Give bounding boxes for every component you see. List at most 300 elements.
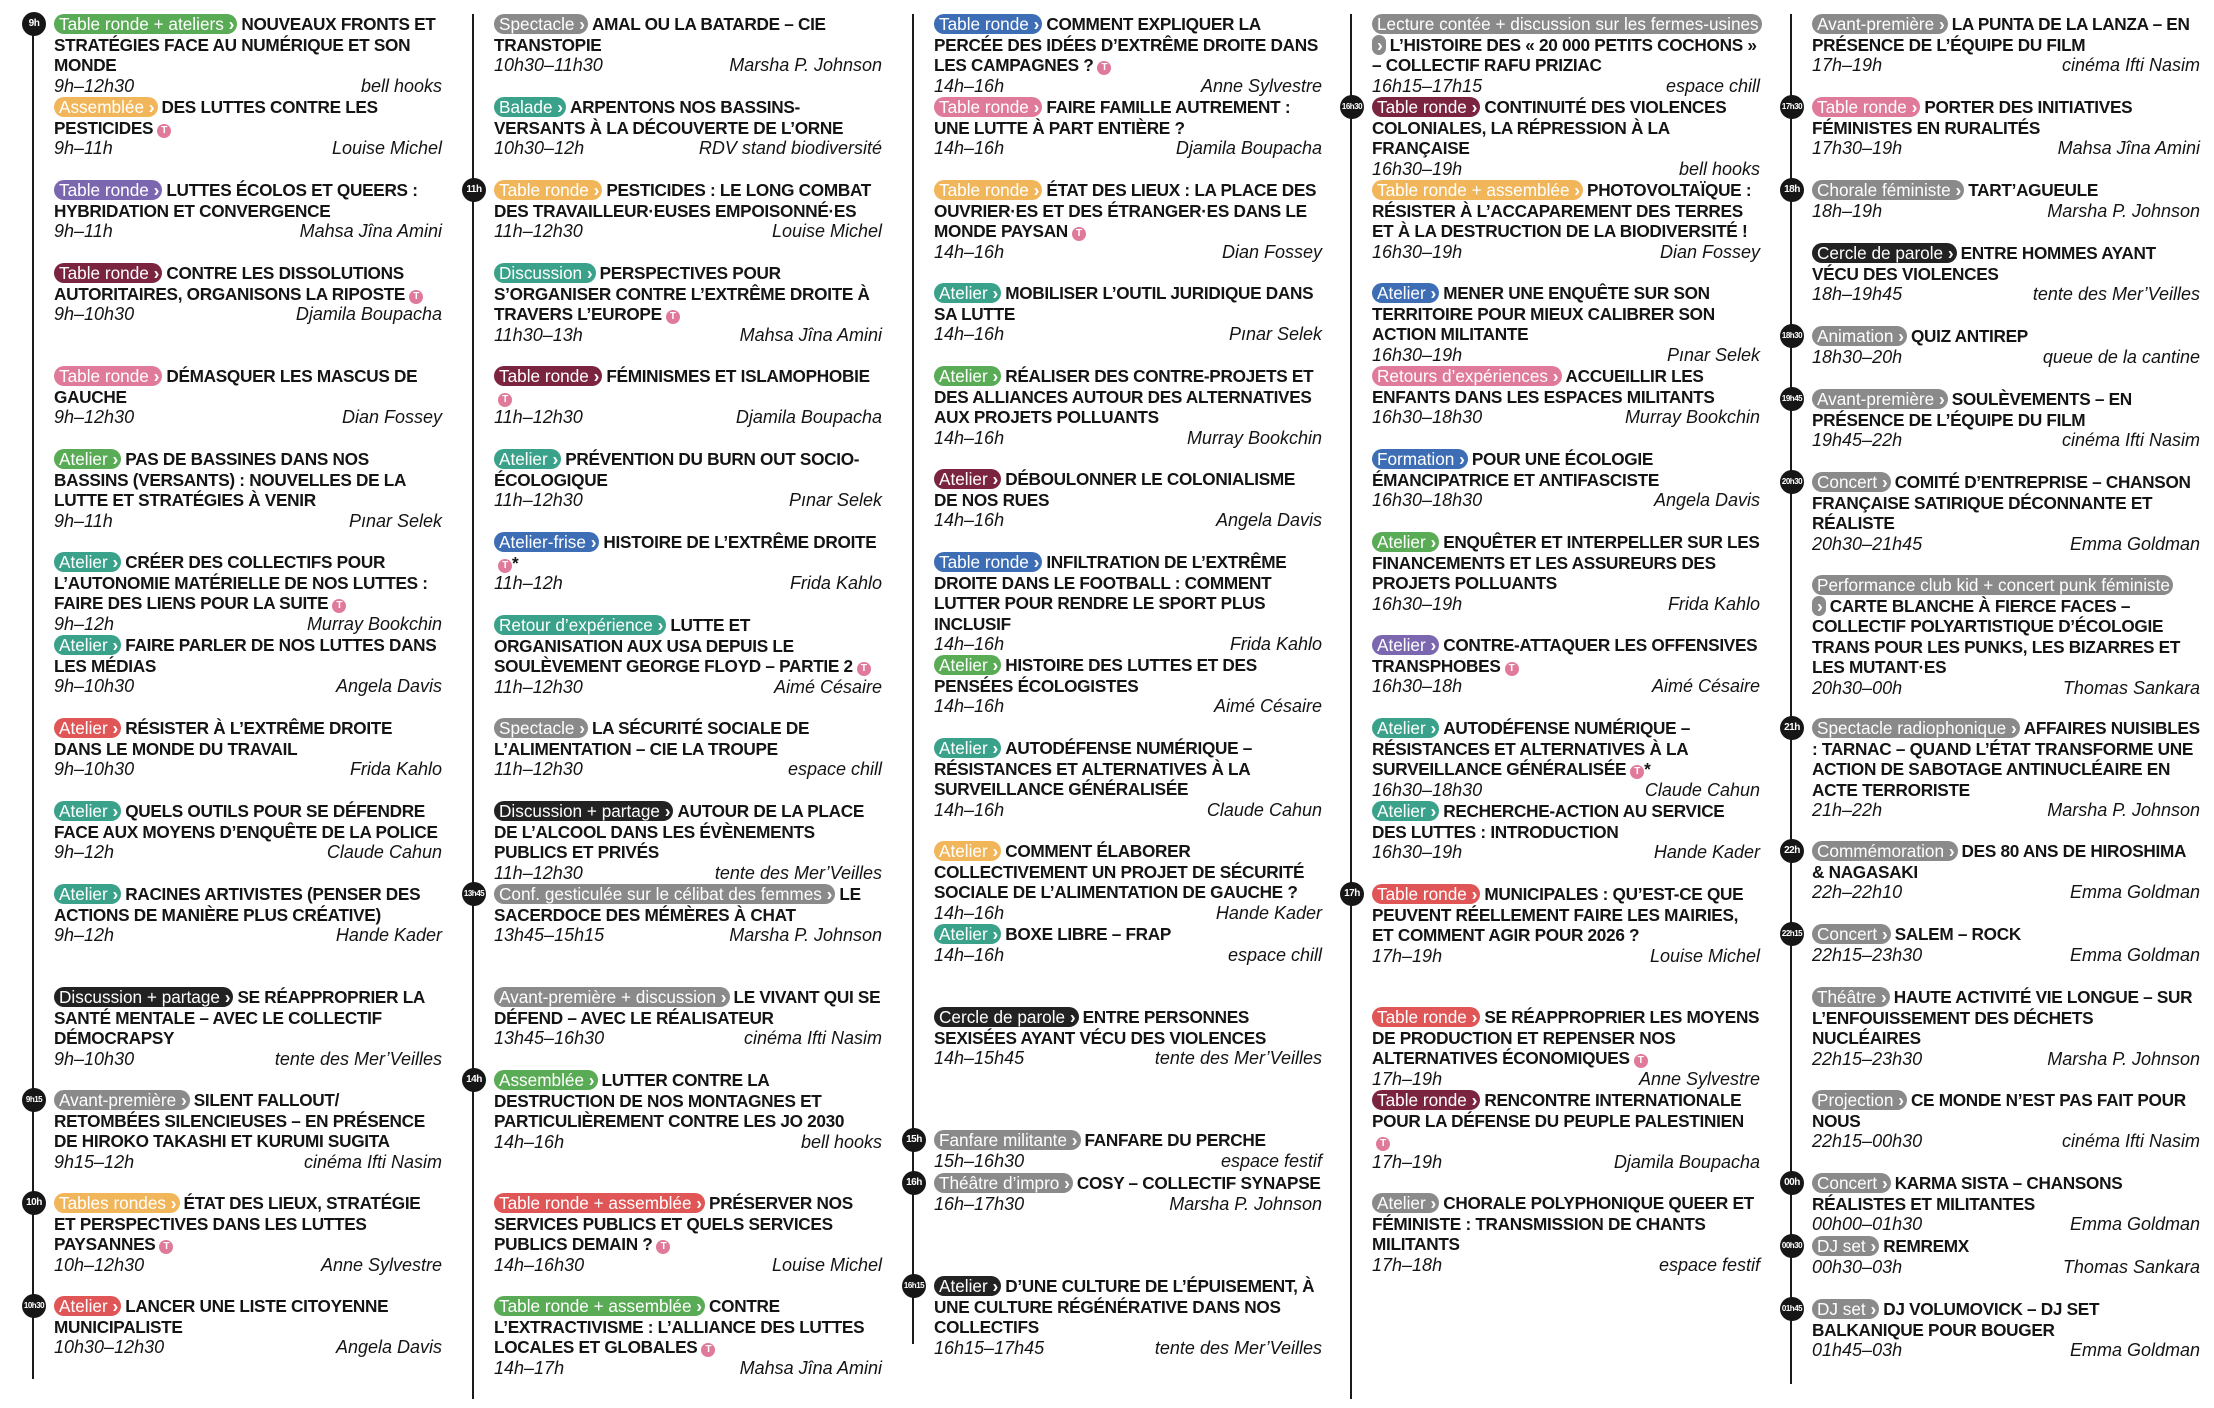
event-block — [934, 738, 1322, 821]
event-meta — [54, 614, 442, 635]
time-marker — [1780, 1171, 1804, 1195]
event-title-line — [1812, 718, 2200, 800]
event-time: 11h–12h — [494, 573, 563, 594]
event-block — [54, 801, 442, 863]
event-title: SE RÉAPPROPRIER LA SANTÉ MENTALE – AVEC LE COLLECTIF DÉMOCRAPSY — [54, 987, 425, 1049]
event-time: 10h–12h30 — [54, 1254, 145, 1275]
event-type-tag: Concert › — [1812, 924, 1891, 944]
translation-icon: T — [157, 124, 171, 138]
event-title-line — [494, 1296, 882, 1358]
event-location: bell hooks — [360, 75, 442, 96]
event-type-tag: Atelier › — [1372, 635, 1439, 655]
event-location: Marsha P. Johnson — [729, 925, 882, 946]
event-type-tag: Avant-première › — [1812, 389, 1948, 409]
event-meta — [1812, 945, 2200, 966]
time-marker-label: 10h — [26, 1197, 42, 1208]
event-title-line — [1812, 243, 2200, 284]
event-type-tag: Table ronde › — [54, 180, 162, 200]
translation-icon: T — [1630, 765, 1644, 779]
event-location: Dian Fossey — [1221, 241, 1322, 262]
event-meta — [1812, 347, 2200, 368]
event-title: INFILTRATION DE L’EXTRÊME DROITE DANS LE FOOTBALL : COMMENT LUTTER POUR RENDRE LE SPORT PLUS INCLUSIF — [934, 552, 1287, 634]
event-title: LUTTE ET ORGANISATION AUX USA DEPUIS LE SOULÈVEMENT GEORGE FLOYD – PARTIE 2 — [494, 615, 853, 677]
event-block — [494, 801, 882, 884]
event-location: Emma Goldman — [2069, 1214, 2200, 1235]
time-marker-label: 10h30 — [23, 1301, 45, 1310]
event-title: FANFARE DU PERCHE — [1084, 1130, 1266, 1150]
event-title-line — [934, 1130, 1322, 1151]
event-block — [1372, 1193, 1760, 1276]
event-type-tag: Atelier › — [934, 655, 1001, 675]
event-title: DES LUTTES CONTRE LES PESTICIDES — [54, 97, 378, 138]
event-time: 18h–19h45 — [1812, 284, 1903, 305]
event-block — [1372, 718, 1760, 801]
event-block — [1372, 635, 1760, 697]
event-type-tag: Balade › — [494, 97, 566, 117]
event-block — [494, 1193, 882, 1276]
event-title: RACINES ARTIVISTES (PENSER DES ACTIONS DE MANIÈRE PLUS CRÉATIVE) — [54, 884, 421, 925]
event-time: 19h45–22h — [1812, 430, 1903, 451]
event-type-tag: Conf. gesticulée sur le célibat des femmes › — [494, 884, 835, 904]
event-title-line — [934, 1276, 1322, 1338]
event-block — [934, 924, 1322, 966]
time-marker-label: 14h — [466, 1074, 482, 1085]
event-location: cinéma Ifti Nasim — [303, 1151, 442, 1172]
event-title: LUTTER CONTRE LA DESTRUCTION DE NOS MONTAGNES ET PARTICULIÈREMENT CONTRE LES JO 2030 — [494, 1070, 845, 1132]
event-time: 16h–17h30 — [934, 1193, 1025, 1214]
event-meta — [494, 677, 882, 698]
event-title: PRÉSERVER NOS SERVICES PUBLICS ET QUELS SERVICES PUBLICS DEMAIN ? — [494, 1193, 853, 1255]
event-meta — [1372, 676, 1760, 697]
event-time: 9h–10h30 — [54, 676, 135, 697]
time-marker-label: 16h — [906, 1177, 922, 1188]
event-title-line — [1372, 14, 1760, 76]
event-block — [1372, 884, 1760, 967]
event-location: Mahsa Jîna Amini — [2057, 138, 2200, 159]
translation-icon: T — [1097, 61, 1111, 75]
event-meta — [934, 696, 1322, 717]
event-title-line — [1812, 472, 2200, 534]
event-meta — [494, 490, 882, 511]
event-title-line — [934, 738, 1322, 800]
event-block — [54, 180, 442, 242]
event-block — [1372, 1007, 1760, 1090]
event-title: COSY – COLLECTIF SYNAPSE — [1076, 1173, 1321, 1193]
time-marker — [1780, 387, 1804, 411]
event-block — [1812, 1299, 2200, 1361]
event-meta — [1812, 201, 2200, 222]
event-time: 16h30–18h30 — [1372, 779, 1483, 800]
event-time: 11h–12h30 — [494, 221, 583, 242]
asterisk-note-icon: * — [1644, 759, 1651, 780]
schedule-column — [22, 14, 442, 1404]
event-block — [1372, 283, 1760, 366]
event-location: Frida Kahlo — [1667, 593, 1760, 614]
event-location: Frida Kahlo — [789, 573, 882, 594]
event-time: 22h15–23h30 — [1812, 944, 1923, 965]
event-location: Frida Kahlo — [1229, 634, 1322, 655]
event-time: 16h30–19h — [1372, 344, 1463, 365]
event-time: 14h–16h — [934, 324, 1005, 345]
event-block — [54, 884, 442, 946]
event-meta — [934, 242, 1322, 263]
event-title-line — [934, 283, 1322, 324]
event-title: ENQUÊTER ET INTERPELLER SUR LES FINANCEMENTS ET LES ASSUREURS DES PROJETS POLLUANTS — [1372, 532, 1760, 594]
event-title-line — [1812, 841, 2200, 882]
event-location: Aimé Césaire — [1213, 696, 1322, 717]
event-location: Louise Michel — [771, 221, 882, 242]
event-meta — [54, 407, 442, 428]
event-time: 17h–19h — [1372, 1068, 1443, 1089]
event-type-tag: Cercle de parole › — [1812, 243, 1957, 263]
event-block — [1372, 14, 1760, 97]
time-marker-label: 17h — [1344, 888, 1360, 899]
event-title-line — [494, 987, 882, 1028]
event-meta — [934, 800, 1322, 821]
event-meta — [54, 1255, 442, 1276]
event-title-line — [1812, 1173, 2200, 1214]
event-type-tag: Théâtre › — [1812, 987, 1890, 1007]
event-location: tente des Mer’Veilles — [274, 1048, 442, 1069]
event-title-line — [934, 14, 1322, 76]
event-block — [934, 283, 1322, 345]
event-title-line — [494, 615, 882, 677]
event-meta — [494, 138, 882, 159]
event-block — [1812, 987, 2200, 1070]
event-meta — [494, 1132, 882, 1153]
event-location: Marsha P. Johnson — [1169, 1193, 1322, 1214]
event-time: 16h30–19h — [1372, 593, 1463, 614]
event-title: COMMENT ÉLABORER COLLECTIVEMENT UN PROJET DE SÉCURITÉ SOCIALE DE L’ALIMENTATION DE GAUCHE ? — [934, 841, 1305, 903]
event-title: PAS DE BASSINES DANS NOS BASSINS (VERSANTS) : NOUVELLES DE LA LUTTE ET STRATÉGIES À VENIR — [54, 449, 406, 511]
event-title: MUNICIPALES : QU’EST-CE QUE PEUVENT RÉELLEMENT FAIRE LES MAIRIES, ET COMMENT AGIR POUR 2026 ? — [1372, 884, 1744, 946]
event-meta — [494, 863, 882, 884]
event-title-line — [1812, 987, 2200, 1049]
time-marker-label: 01h45 — [1781, 1304, 1803, 1313]
event-block — [1812, 14, 2200, 76]
event-type-tag: Atelier › — [1372, 801, 1439, 821]
event-title: QUELS OUTILS POUR SE DÉFENDRE FACE AUX MOYENS D’ENQUÊTE DE LA POLICE — [54, 801, 438, 842]
event-meta — [494, 925, 882, 946]
schedule-column — [902, 14, 1322, 1404]
event-title: RÉSISTER À L’EXTRÊME DROITE DANS LE MONDE DU TRAVAIL — [54, 718, 393, 759]
translation-icon: T — [498, 393, 512, 407]
event-title: LE VIVANT QUI SE DÉFEND – AVEC LE RÉALISATEUR — [494, 987, 881, 1028]
event-time: 17h–19h — [1812, 55, 1883, 76]
event-type-tag: Concert › — [1812, 472, 1891, 492]
event-block — [494, 532, 882, 594]
translation-icon: T — [498, 559, 512, 573]
event-meta — [1812, 1049, 2200, 1070]
event-title: LUTTES ÉCOLOS ET QUEERS : HYBRIDATION ET CONVERGENCE — [54, 180, 418, 221]
event-time: 11h–12h30 — [494, 490, 583, 511]
time-marker-label: 22h — [1784, 845, 1800, 856]
event-title-line — [54, 1296, 442, 1337]
event-title: POUR UNE ÉCOLOGIE ÉMANCIPATRICE ET ANTIFASCISTE — [1372, 449, 1659, 490]
event-title: PERSPECTIVES POUR S’ORGANISER CONTRE L’EXTRÊME DROITE À TRAVERS L’EUROPE — [494, 263, 870, 325]
event-title-line — [1812, 1090, 2200, 1131]
event-type-tag: Atelier › — [934, 924, 1001, 944]
event-time: 16h30–18h — [1372, 676, 1463, 697]
event-meta — [934, 945, 1322, 966]
event-type-tag: Atelier › — [934, 366, 1001, 386]
event-title-line — [54, 97, 442, 138]
event-time: 22h15–00h30 — [1812, 1131, 1923, 1152]
event-time: 20h30–00h — [1812, 677, 1903, 698]
event-block — [1812, 924, 2200, 966]
event-meta — [1812, 55, 2200, 76]
time-marker — [22, 12, 46, 36]
event-time: 16h30–18h30 — [1372, 490, 1483, 511]
event-meta — [1812, 1340, 2200, 1361]
event-block — [1372, 1090, 1760, 1173]
event-title: LA PUNTA DE LA LANZA – EN PRÉSENCE DE L’ÉQUIPE DU FILM — [1812, 14, 2190, 55]
event-title-line — [494, 180, 882, 221]
event-title-line — [1372, 718, 1760, 780]
event-type-tag: Spectacle › — [494, 14, 588, 34]
event-location: Aimé Césaire — [773, 676, 882, 697]
event-type-tag: Table ronde › — [934, 14, 1042, 34]
event-type-tag: Table ronde › — [494, 366, 602, 386]
event-type-tag: Atelier › — [1372, 1193, 1439, 1213]
event-time: 21h–22h — [1812, 800, 1883, 821]
event-meta — [1812, 1214, 2200, 1235]
event-block — [494, 449, 882, 511]
event-type-tag: Assemblée › — [54, 97, 158, 117]
event-location: Emma Goldman — [2069, 533, 2200, 554]
event-type-tag: DJ set › — [1812, 1299, 1879, 1319]
event-title-line — [54, 552, 442, 614]
event-title: COMITÉ D’ENTREPRISE – CHANSON FRANÇAISE SATIRIQUE DÉCONNANTE ET RÉALISTE — [1812, 472, 2191, 534]
event-block — [934, 1173, 1322, 1215]
time-marker — [1780, 95, 1804, 119]
event-location: Frida Kahlo — [349, 759, 442, 780]
event-title-line — [54, 884, 442, 925]
timeline-line — [1350, 14, 1352, 1399]
event-time: 11h–12h30 — [494, 759, 583, 780]
event-title: LANCER UNE LISTE CITOYENNE MUNICIPALISTE — [54, 1296, 389, 1337]
event-block — [1812, 1236, 2200, 1278]
event-meta — [54, 1152, 442, 1173]
event-type-tag: Atelier › — [934, 283, 1001, 303]
event-title: REMREMX — [1883, 1236, 1969, 1256]
event-type-tag: Table ronde + ateliers › — [54, 14, 237, 34]
event-block — [1812, 1090, 2200, 1152]
time-marker — [1780, 470, 1804, 494]
event-block — [494, 615, 882, 698]
event-meta — [494, 573, 882, 594]
event-title-line — [54, 987, 442, 1049]
event-type-tag: Table ronde › — [1372, 884, 1480, 904]
event-time: 16h30–19h — [1372, 158, 1463, 179]
event-title: AFFAIRES NUISIBLES : TARNAC – QUAND L’ÉTAT TRANSFORME UNE ACTION DE SABOTAGE ANTINUCLÉAIRE EN ACTE TERRORISTE — [1812, 718, 2200, 800]
event-location: Marsha P. Johnson — [2047, 800, 2200, 821]
event-title-line — [494, 718, 882, 759]
time-marker — [462, 1068, 486, 1092]
time-marker — [22, 1191, 46, 1215]
event-title-line — [934, 655, 1322, 696]
event-title: PRÉVENTION DU BURN OUT SOCIO-ÉCOLOGIQUE — [494, 449, 860, 490]
event-location: Hande Kader — [1215, 902, 1322, 923]
event-type-tag: Lecture contée + discussion sur les fermes-usines › — [1372, 14, 1762, 55]
event-title-line — [1372, 97, 1760, 159]
event-title: ENTRE PERSONNES SEXISÉES AYANT VÉCU DES VIOLENCES — [934, 1007, 1267, 1048]
event-block — [934, 1276, 1322, 1359]
event-time: 9h–10h30 — [54, 1048, 135, 1069]
event-title: RÉALISER DES CONTRE-PROJETS ET DES ALLIANCES AUTOUR DES ALTERNATIVES AUX PROJETS POLLUANTS — [934, 366, 1314, 428]
event-location: Claude Cahun — [326, 842, 442, 863]
event-location: tente des Mer’Veilles — [2032, 284, 2200, 305]
event-block — [494, 1296, 882, 1379]
event-meta — [494, 1255, 882, 1276]
event-title-line — [494, 532, 882, 573]
event-location: Angela Davis — [335, 676, 442, 697]
event-type-tag: Atelier › — [54, 884, 121, 904]
event-title-line — [1812, 575, 2200, 678]
event-title-line — [54, 635, 442, 676]
event-title: CONTRE LES DISSOLUTIONS AUTORITAIRES, ORGANISONS LA RIPOSTE — [54, 263, 406, 304]
event-title: MENER UNE ENQUÊTE SUR SON TERRITOIRE POUR MIEUX CALIBRER SON ACTION MILITANTE — [1372, 283, 1715, 345]
event-title-line — [1812, 389, 2200, 430]
event-title: DJ VOLUMOVICK – DJ SET BALKANIQUE POUR BOUGER — [1812, 1299, 2100, 1340]
event-type-tag: Table ronde + assemblée › — [494, 1193, 705, 1213]
event-block — [934, 469, 1322, 531]
event-time: 9h–12h — [54, 842, 115, 863]
event-meta — [934, 1048, 1322, 1069]
event-type-tag: Discussion › — [494, 263, 596, 283]
event-block — [494, 366, 882, 428]
event-block — [1372, 97, 1760, 180]
event-block — [1812, 389, 2200, 451]
event-title: CARTE BLANCHE À FIERCE FACES – COLLECTIF POLYARTISTIQUE D’ÉCOLOGIE TRANS POUR LES PUNKS, LES BIZARRES ET LES MUTANT·ES — [1812, 595, 2181, 678]
event-location: espace chill — [1227, 944, 1322, 965]
event-time: 16h30–19h — [1372, 241, 1463, 262]
event-type-tag: Tables rondes › — [54, 1193, 180, 1213]
event-type-tag: Table ronde › — [934, 552, 1042, 572]
event-title-line — [1812, 180, 2200, 201]
event-location: Pınar Selek — [1666, 344, 1760, 365]
event-type-tag: Atelier › — [54, 718, 121, 738]
event-type-tag: Table ronde + assemblée › — [1372, 180, 1583, 200]
event-meta — [1372, 1069, 1760, 1090]
event-time: 14h–16h — [934, 138, 1005, 159]
schedule-column — [1780, 14, 2200, 1404]
event-meta — [1372, 242, 1760, 263]
event-title: FÉMINISMES ET ISLAMOPHOBIE — [606, 366, 870, 386]
event-meta — [934, 1338, 1322, 1359]
event-title-line — [934, 841, 1322, 903]
event-type-tag: Performance club kid + concert punk féministe › — [1812, 575, 2173, 616]
event-time: 17h30–19h — [1812, 138, 1903, 159]
event-title: CONTRE L’EXTRACTIVISME : L’ALLIANCE DES LUTTES LOCALES ET GLOBALES — [494, 1296, 865, 1358]
event-time: 10h30–12h — [494, 138, 585, 159]
event-block — [1812, 841, 2200, 903]
event-title: DÉBOULONNER LE COLONIALISME DE NOS RUES — [934, 469, 1296, 510]
event-location: Hande Kader — [1653, 842, 1760, 863]
event-title-line — [1812, 14, 2200, 55]
event-block — [54, 1296, 442, 1358]
event-title: RECHERCHE-ACTION AU SERVICE DES LUTTES : INTRODUCTION — [1372, 801, 1725, 842]
event-type-tag: Table ronde › — [1372, 97, 1480, 117]
event-time: 18h30–20h — [1812, 346, 1903, 367]
event-meta — [494, 407, 882, 428]
event-meta — [1372, 76, 1760, 97]
event-time: 9h–11h — [54, 138, 113, 159]
schedule-column — [462, 14, 882, 1404]
event-title: ACCUEILLIR LES ENFANTS DANS LES ESPACES MILITANTS — [1372, 366, 1715, 407]
event-location: cinéma Ifti Nasim — [743, 1028, 882, 1049]
event-block — [1812, 718, 2200, 821]
event-type-tag: Atelier › — [54, 635, 121, 655]
time-marker — [902, 1128, 926, 1152]
event-title-line — [494, 263, 882, 325]
event-title: CONTINUITÉ DES VIOLENCES COLONIALES, LA RÉPRESSION À LA FRANÇAISE — [1372, 97, 1727, 159]
event-meta — [1812, 1257, 2200, 1278]
event-type-tag: Retour d’expérience › — [494, 615, 666, 635]
event-location: espace festif — [1220, 1150, 1322, 1171]
event-title: PORTER DES INITIATIVES FÉMINISTES EN RURALITÉS — [1812, 97, 2133, 138]
event-block — [494, 884, 882, 946]
translation-icon: T — [1376, 1137, 1390, 1151]
event-title-line — [54, 14, 442, 76]
event-meta — [54, 304, 442, 325]
event-title: AMAL OU LA BATARDE – CIE TRANSTOPIE — [494, 14, 826, 55]
event-time: 22h–22h10 — [1812, 882, 1903, 903]
event-meta — [54, 759, 442, 780]
event-title: LA SÉCURITÉ SOCIALE DE L’ALIMENTATION – CIE LA TROUPE — [494, 718, 810, 759]
timeline-line — [472, 14, 474, 1399]
event-title: COMMENT EXPLIQUER LA PERCÉE DES IDÉES D’EXTRÊME DROITE DANS LES CAMPAGNES ? — [934, 14, 1318, 76]
event-meta — [934, 1151, 1322, 1172]
event-title: KARMA SISTA – CHANSONS RÉALISTES ET MILITANTES — [1812, 1173, 2123, 1214]
event-type-tag: Atelier › — [1372, 532, 1439, 552]
event-type-tag: Spectacle › — [494, 718, 588, 738]
event-location: Djamila Boupacha — [735, 407, 882, 428]
event-location: espace chill — [787, 759, 882, 780]
event-block — [494, 14, 882, 76]
event-title-line — [54, 718, 442, 759]
event-type-tag: Animation › — [1812, 326, 1907, 346]
event-type-tag: Table ronde + assemblée › — [494, 1296, 705, 1316]
event-location: Pınar Selek — [348, 510, 442, 531]
event-title: RENCONTRE INTERNATIONALE POUR LA DÉFENSE DU PEUPLE PALESTINIEN — [1372, 1090, 1744, 1131]
event-block — [1812, 243, 2200, 305]
event-location: Marsha P. Johnson — [2047, 1048, 2200, 1069]
event-block — [934, 552, 1322, 655]
event-meta — [54, 76, 442, 97]
event-type-tag: Atelier › — [934, 738, 1001, 758]
event-block — [54, 97, 442, 159]
event-title-line — [1812, 924, 2200, 945]
event-title-line — [1372, 1007, 1760, 1069]
translation-icon: T — [656, 1240, 670, 1254]
event-location: Angela Davis — [1653, 490, 1760, 511]
event-type-tag: Atelier › — [54, 552, 121, 572]
event-location: Pınar Selek — [788, 490, 882, 511]
event-title: PHOTOVOLTAÏQUE : RÉSISTER À L’ACCAPAREMENT DES TERRES ET À LA DESTRUCTION DE LA BIODIVERSITÉ ! — [1372, 180, 1752, 242]
event-meta — [54, 925, 442, 946]
event-meta — [934, 138, 1322, 159]
event-type-tag: Atelier › — [934, 1276, 1001, 1296]
event-time: 11h–12h30 — [494, 407, 583, 428]
event-type-tag: Atelier › — [54, 801, 121, 821]
event-block — [54, 635, 442, 697]
translation-icon: T — [409, 290, 423, 304]
event-time: 00h00–01h30 — [1812, 1214, 1923, 1235]
event-type-tag: Commémoration › — [1812, 841, 1958, 861]
event-type-tag: Avant-première + discussion › — [494, 987, 730, 1007]
event-type-tag: Avant-première › — [54, 1090, 190, 1110]
